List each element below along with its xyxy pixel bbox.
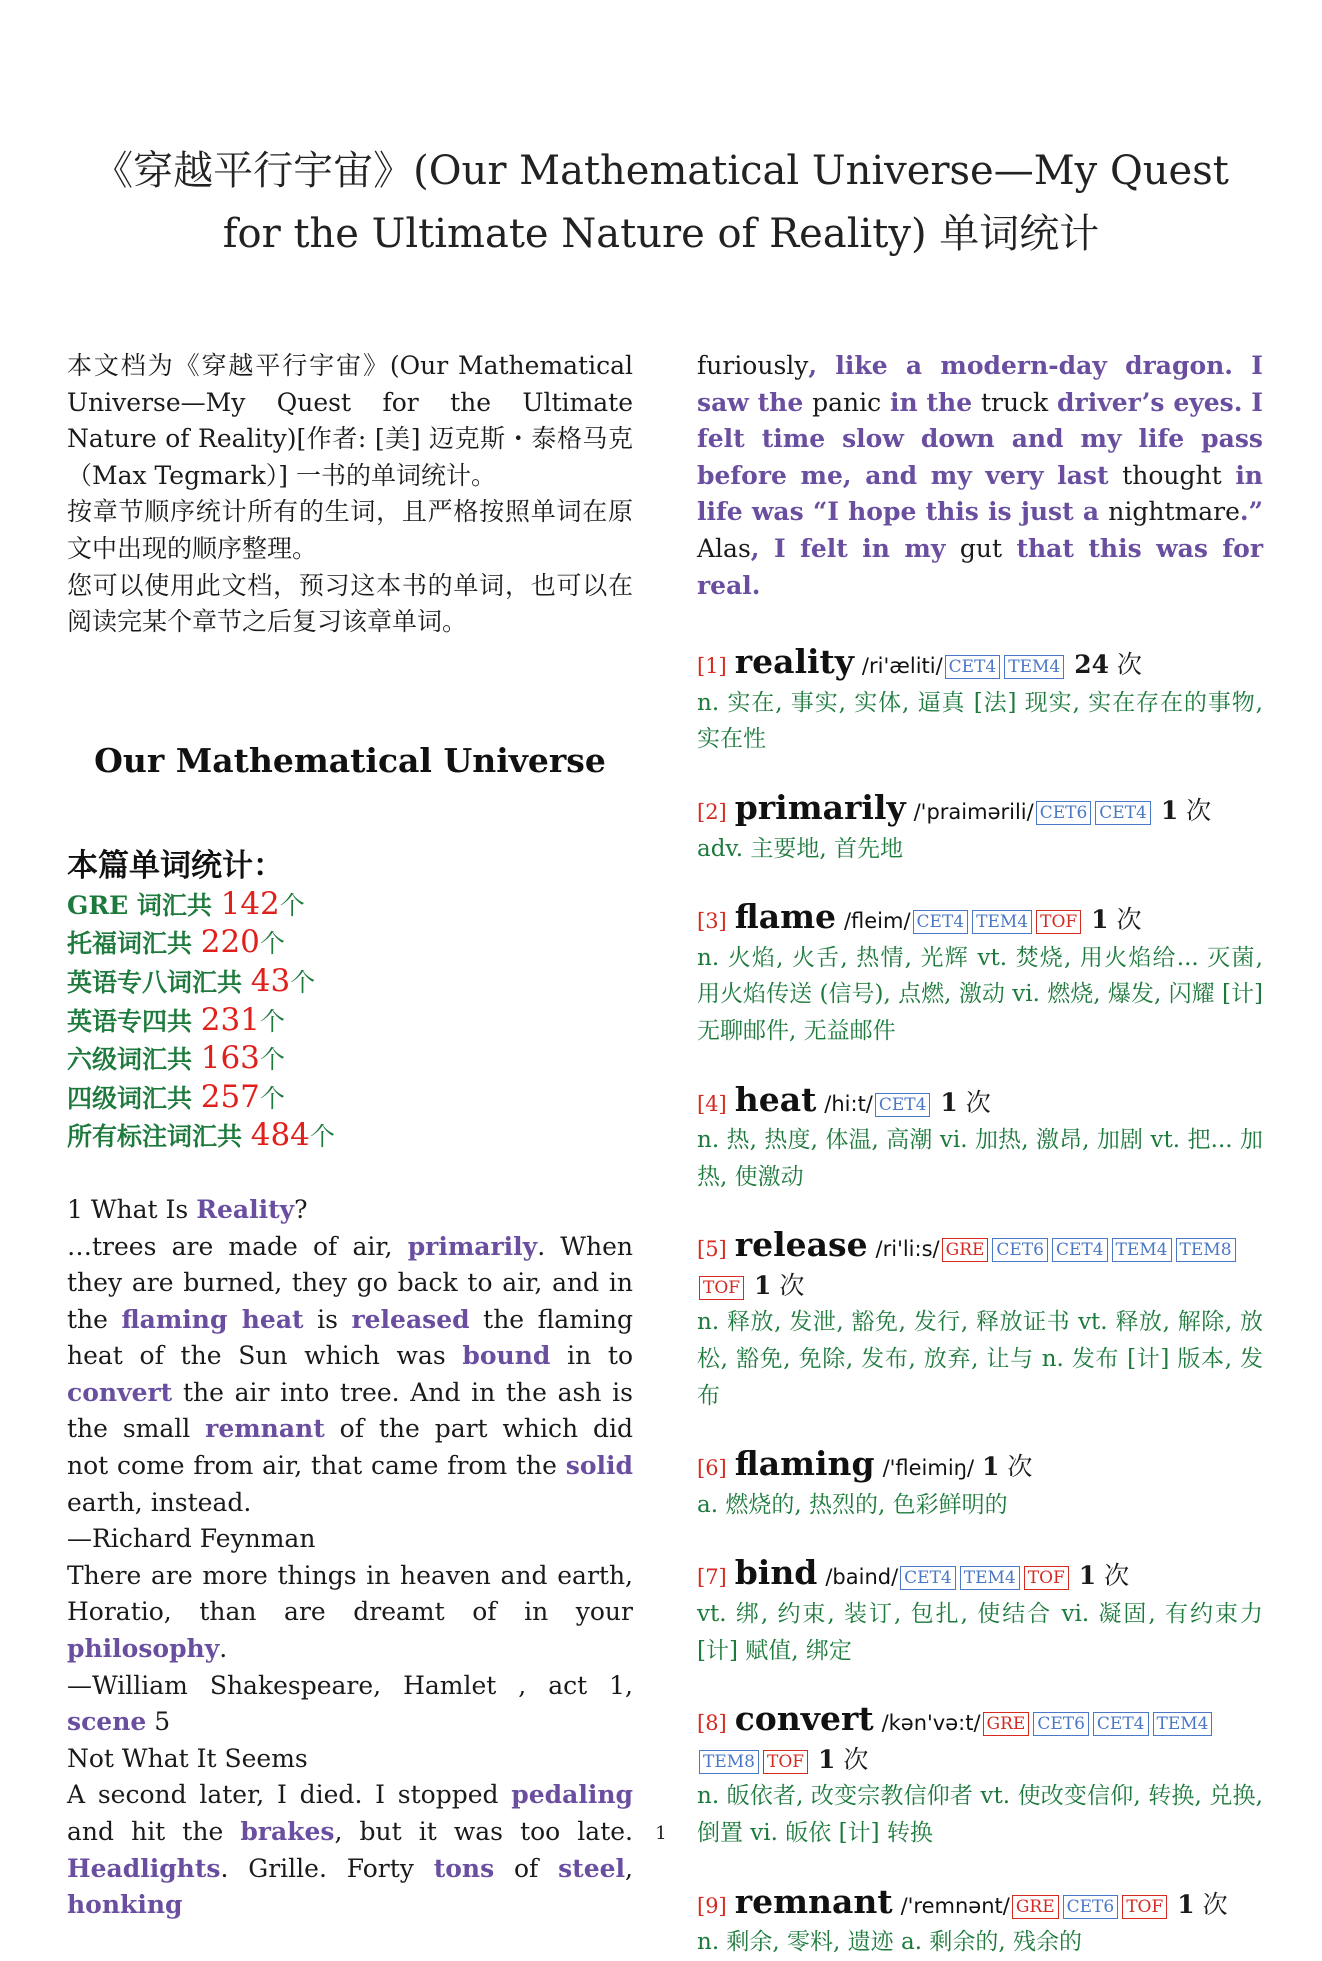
stat-value: 231 <box>200 1001 260 1038</box>
entry-frequency <box>982 1452 1032 1481</box>
text-segment: . <box>219 1634 228 1664</box>
paragraph-4 <box>697 348 1263 604</box>
entry-index: [8] <box>697 1711 727 1736</box>
exam-tag: TEM8 <box>699 1750 759 1774</box>
stat-row <box>67 1002 633 1041</box>
entry-definition: a. 燃烧的, 热烈的, 色彩鲜明的 <box>697 1491 1008 1518</box>
entry-definition: n. 实在, 事实, 实体, 逼真 [法] 现实, 实在存在的事物, 实在性 <box>697 689 1263 753</box>
section-title: Our Mathematical Universe <box>94 740 606 780</box>
stat-row <box>67 1117 633 1156</box>
stat-label: GRE 词汇共 <box>67 890 221 920</box>
intro-paragraph: 本文档为《穿越平行宇宙》(Our Mathematical Universe—My Quest for the Ultimate Nature of Reality)[作者: [美] 迈克斯・泰格马克（Max Tegmark）] 一书的单词统计。 <box>67 351 633 490</box>
entry-frequency <box>1177 1890 1227 1919</box>
word-entry <box>697 787 1263 867</box>
exam-tag: TEM4 <box>1153 1712 1213 1736</box>
word-entry <box>697 1446 1263 1523</box>
stat-row <box>67 924 633 963</box>
frequency-count: 1 <box>754 1270 772 1300</box>
vocab-word: tons <box>433 1853 495 1883</box>
right-column <box>697 348 1263 1961</box>
paragraph-3 <box>67 1777 633 1923</box>
stat-label: 六级词汇共 <box>67 1045 201 1075</box>
vocab-word: , like a modern-day dragon. I saw the <box>697 351 1263 417</box>
entry-definition: n. 剩余, 零料, 遗迹 a. 剩余的, 残余的 <box>697 1929 1082 1956</box>
stats-list <box>67 886 633 1156</box>
text-segment: nightmare <box>1108 497 1240 527</box>
entry-definition: n. 皈依者, 改变宗教信仰者 vt. 使改变信仰, 转换, 兑换, 倒置 vi. 皈依 [计] 转换 <box>697 1783 1263 1846</box>
vocab-word: bound <box>462 1341 551 1371</box>
entry-word: primarily <box>734 787 906 827</box>
text-segment: thought <box>1122 460 1222 490</box>
vocab-word: .” <box>1239 497 1263 527</box>
attribution-feynman: —Richard Feynman <box>67 1524 316 1554</box>
entry-phonetic: /fleim/ <box>843 909 911 934</box>
exam-tag: TEM8 <box>1176 1238 1236 1262</box>
stat-row <box>67 1040 633 1079</box>
vocab-word: in the <box>881 387 981 417</box>
stat-unit: 个 <box>259 1006 285 1036</box>
entry-head <box>697 1881 1263 1925</box>
entry-head <box>697 644 1263 685</box>
text-segment: is <box>303 1304 352 1334</box>
frequency-unit: 次 <box>1108 905 1142 935</box>
vocab-word: solid <box>565 1451 633 1481</box>
exam-tag: TOF <box>1024 1566 1069 1590</box>
chapter-heading: 1 What Is Reality? <box>67 1194 308 1224</box>
vocab-word: pedaling <box>511 1780 633 1810</box>
frequency-unit: 次 <box>1108 650 1142 680</box>
text-segment: panic <box>812 387 882 417</box>
entry-word: flaming <box>734 1444 875 1484</box>
exam-tag: TEM4 <box>960 1566 1020 1590</box>
entry-frequency <box>818 1745 868 1774</box>
stat-row <box>67 963 633 1002</box>
entry-definition: n. 释放, 发泄, 豁免, 发行, 释放证书 vt. 释放, 解除, 放松, 豁免, 免除, 发布, 放弃, 让与 n. 发布 [计] 版本, 发布 <box>697 1309 1263 1409</box>
stat-label: 英语专八词汇共 <box>67 967 251 997</box>
frequency-count: 1 <box>818 1744 836 1774</box>
stats-heading: 本篇单词统计： <box>67 847 284 884</box>
frequency-unit: 次 <box>835 1744 869 1774</box>
entry-frequency <box>1079 1561 1129 1590</box>
entry-head <box>697 1446 1263 1487</box>
stat-value: 43 <box>250 962 291 999</box>
intro-paragraph: 您可以使用此文档，预习这本书的单词，也可以在阅读完某个章节之后复习该章单词。 <box>67 570 633 637</box>
entry-index: [9] <box>697 1893 727 1918</box>
entry-head <box>697 1079 1263 1123</box>
stat-value: 142 <box>220 885 280 922</box>
entry-phonetic: /ri'æliti/ <box>861 654 943 679</box>
text-segment: . When they are burned, they go back to air, and in the <box>67 1231 633 1334</box>
stat-value: 484 <box>250 1117 310 1154</box>
vocab-word: philosophy <box>67 1634 220 1664</box>
document-title: 《穿越平行宇宙》(Our Mathematical Universe—My Quest for the Ultimate Nature of Reality) 单词统计 <box>93 148 1229 257</box>
subheading: Not What It Seems <box>67 1743 308 1773</box>
entry-index: [4] <box>697 1091 727 1116</box>
stat-value: 257 <box>200 1078 260 1115</box>
entry-word: heat <box>734 1079 817 1119</box>
vocab-word: convert <box>67 1377 173 1407</box>
entry-definition: n. 火焰, 火舌, 热情, 光辉 vt. 焚烧, 用火焰给... 灭菌, 用火焰传送 (信号), 点燃, 激动 vi. 燃烧, 爆发, 闪耀 [计] 无聊邮件, 无益邮件 <box>697 944 1263 1044</box>
vocab-word: in life was “I hope this is just a <box>697 460 1263 527</box>
text-segment: the flaming heat of the Sun which was <box>67 1304 634 1371</box>
vocab-word: remnant <box>205 1414 325 1444</box>
exam-tag: CET4 <box>875 1093 931 1117</box>
entry-frequency <box>940 1088 990 1117</box>
frequency-count: 1 <box>1177 1889 1195 1919</box>
vocab-word: primarily <box>407 1231 538 1261</box>
frequency-unit: 次 <box>1096 1561 1130 1591</box>
entry-head <box>697 1555 1263 1596</box>
stat-unit: 个 <box>259 929 285 959</box>
entry-phonetic: /'remnənt/ <box>900 1893 1010 1918</box>
text-segment: , but it was too late. <box>334 1817 633 1846</box>
frequency-unit: 次 <box>771 1270 805 1300</box>
entry-word: reality <box>734 642 854 682</box>
entry-frequency <box>754 1271 804 1300</box>
frequency-count: 24 <box>1074 650 1109 680</box>
stat-value: 163 <box>200 1040 260 1077</box>
entry-head <box>697 1227 1263 1304</box>
exam-tag: CET4 <box>945 655 1001 679</box>
entry-word: bind <box>734 1553 818 1593</box>
vocab-word: honking <box>67 1890 183 1920</box>
stat-label: 托福词汇共 <box>67 929 201 959</box>
vocab-word: flaming heat <box>121 1304 304 1334</box>
stat-row <box>67 1079 633 1118</box>
vocab-word: steel <box>558 1853 626 1883</box>
entry-index: [2] <box>697 799 727 824</box>
entry-word: convert <box>734 1699 874 1739</box>
frequency-unit: 次 <box>999 1452 1033 1482</box>
frequency-count: 1 <box>1078 1561 1097 1591</box>
exam-tag: TEM4 <box>972 910 1032 934</box>
left-column <box>67 348 633 1924</box>
exam-tag: CET4 <box>900 1566 956 1590</box>
entry-definition: vt. 绑, 约束, 装订, 包扎, 使结合 vi. 凝固, 有约束力 [计] 赋值, 绑定 <box>697 1601 1263 1664</box>
exam-tag: TOF <box>763 1750 808 1774</box>
text-segment: Alas <box>697 533 751 563</box>
stat-value: 220 <box>200 924 260 961</box>
exam-tag: GRE <box>983 1712 1030 1736</box>
entry-head <box>697 787 1263 831</box>
entry-definition: adv. 主要地, 首先地 <box>697 835 903 862</box>
entry-phonetic: /kən'və:t/ <box>881 1711 981 1736</box>
vocab-word: released <box>351 1304 470 1334</box>
exam-tag: CET6 <box>1033 1712 1089 1736</box>
text-segment: furiously <box>697 351 809 380</box>
exam-tag: GRE <box>1012 1895 1059 1919</box>
stat-unit: 个 <box>290 967 316 997</box>
exam-tag: TOF <box>699 1276 744 1300</box>
entry-definition: n. 热, 热度, 体温, 高潮 vi. 加热, 激昂, 加剧 vt. 把... 加热, 使激动 <box>697 1127 1263 1190</box>
frequency-unit: 次 <box>957 1087 991 1117</box>
frequency-unit: 次 <box>1178 795 1212 825</box>
exam-tag: CET6 <box>1036 801 1092 825</box>
entry-index: [1] <box>697 654 727 679</box>
stat-label: 所有标注词汇共 <box>67 1122 251 1152</box>
stat-unit: 个 <box>259 1045 285 1075</box>
frequency-count: 1 <box>982 1452 1000 1482</box>
text-segment: …trees are made of air, <box>67 1231 408 1261</box>
text-segment: the air into tree. And in the ash is the small <box>67 1377 633 1444</box>
word-entries <box>697 644 1263 1961</box>
entry-phonetic: /'praimərili/ <box>913 799 1034 824</box>
text-segment: in to <box>550 1341 633 1371</box>
vocab-word: brakes <box>240 1817 335 1846</box>
entry-index: [7] <box>697 1565 727 1590</box>
stat-label: 四级词汇共 <box>67 1083 201 1113</box>
paragraph-2 <box>67 1558 633 1668</box>
stat-row <box>67 886 633 925</box>
frequency-count: 1 <box>940 1087 958 1117</box>
text-segment: truck <box>980 387 1049 417</box>
exam-tag: CET6 <box>992 1238 1048 1262</box>
exam-tag: CET4 <box>913 910 969 934</box>
entry-index: [6] <box>697 1456 727 1481</box>
text-segment: of the part which did not come from air, that came from the <box>67 1414 633 1481</box>
entry-phonetic: /hi:t/ <box>824 1091 873 1116</box>
word-entry <box>697 1555 1263 1669</box>
exam-tag: GRE <box>942 1238 989 1262</box>
exam-tag: TOF <box>1122 1895 1167 1919</box>
text-segment: . Grille. Forty <box>220 1853 434 1883</box>
word-entry <box>697 899 1263 1049</box>
entry-phonetic: /ri'li:s/ <box>875 1237 940 1262</box>
entry-head <box>697 1701 1263 1778</box>
word-entry <box>697 1881 1263 1961</box>
word-entry <box>697 1227 1263 1414</box>
text-segment: There are more things in heaven and earth, Horatio, than are dreamt of in your <box>67 1560 633 1627</box>
page-number: 1 <box>655 1823 667 1844</box>
vocab-word: driver’s eyes. I felt time slow down and my life pass before me, and my very last <box>697 387 1263 490</box>
attribution-shakespeare: —William Shakespeare, Hamlet , act 1, scene 5 <box>67 1670 633 1737</box>
stat-unit: 个 <box>279 890 305 920</box>
stat-unit: 个 <box>309 1122 335 1152</box>
text-segment: and hit the <box>67 1817 241 1846</box>
exam-tag: TEM4 <box>1004 655 1064 679</box>
exam-tag: TEM4 <box>1112 1238 1172 1262</box>
exam-tag: CET4 <box>1093 1712 1149 1736</box>
entry-index: [3] <box>697 909 727 934</box>
vocab-word: , I felt in my <box>750 533 960 563</box>
entry-word: remnant <box>734 1881 893 1921</box>
frequency-count: 1 <box>1091 905 1109 935</box>
exam-tag: CET4 <box>1095 801 1151 825</box>
entry-index: [5] <box>697 1237 727 1262</box>
entry-word: release <box>734 1225 868 1265</box>
text-segment: , <box>625 1853 633 1883</box>
exam-tag: TOF <box>1036 910 1081 934</box>
text-segment: earth, instead. <box>67 1487 252 1517</box>
text-segment: gut <box>959 533 1002 563</box>
intro <box>67 348 633 641</box>
entry-frequency <box>1091 905 1141 934</box>
intro-paragraph: 按章节顺序统计所有的生词，且严格按照单词在原文中出现的顺序整理。 <box>67 497 633 563</box>
vocab-word: Headlights <box>67 1853 221 1883</box>
exam-tag: CET4 <box>1052 1238 1108 1262</box>
entry-phonetic: /'fleimiŋ/ <box>882 1456 975 1481</box>
exam-tag: CET6 <box>1063 1895 1119 1919</box>
frequency-count: 1 <box>1160 795 1179 825</box>
entry-phonetic: /baind/ <box>825 1565 899 1590</box>
frequency-unit: 次 <box>1194 1889 1228 1919</box>
word-entry <box>697 644 1263 758</box>
paragraph-1 <box>67 1229 633 1522</box>
stat-label: 英语专四共 <box>67 1006 201 1036</box>
text-segment: of <box>494 1853 559 1883</box>
entry-frequency <box>1161 796 1211 825</box>
entry-frequency <box>1074 650 1142 679</box>
entry-word: flame <box>734 897 836 937</box>
text-segment: A second later, I died. I stopped <box>67 1780 512 1810</box>
stat-unit: 个 <box>259 1083 285 1113</box>
word-entry <box>697 1079 1263 1196</box>
vocab-word: that this was for real. <box>697 533 1263 600</box>
entry-head <box>697 899 1263 940</box>
